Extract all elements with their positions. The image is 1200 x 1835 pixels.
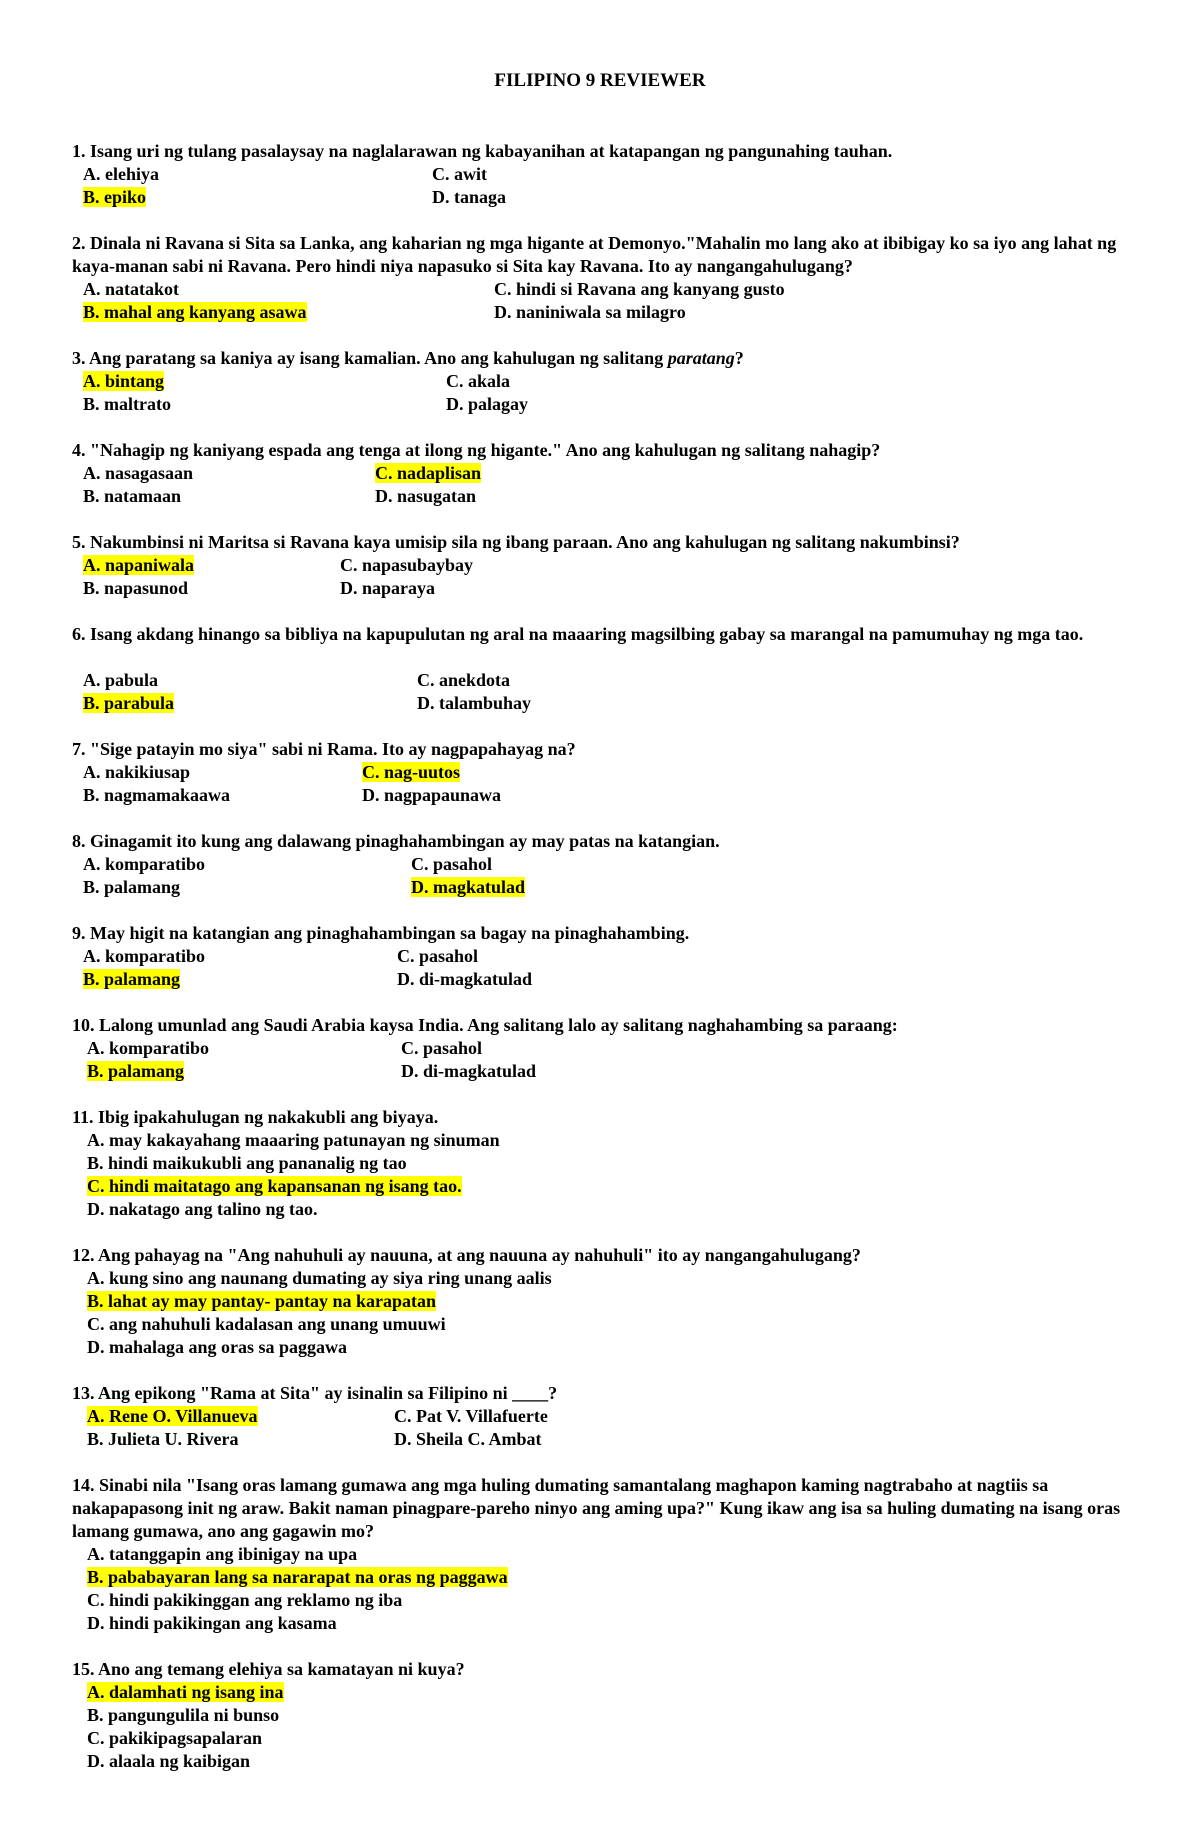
option-11a: A. may kakayahang maaaring patunayan ng sinuman: [87, 1130, 500, 1150]
option-15c: C. pakikipagsapalaran: [87, 1728, 263, 1748]
option-4d: D. nasugatan: [375, 486, 477, 506]
option-11b: B. hindi maikukubli ang pananalig ng tao: [87, 1153, 407, 1173]
option-5b: B. napasunod: [83, 578, 189, 598]
option-10a: A. komparatibo: [87, 1038, 210, 1058]
option-6b-answer: B. parabula: [83, 693, 175, 713]
option-3b: B. maltrato: [83, 394, 171, 414]
option-4b: B. natamaan: [83, 486, 182, 506]
question-13: 13. Ang epikong "Rama at Sita" ay isinalin sa Filipino ni ____?: [72, 1383, 558, 1403]
option-13b: B. Julieta U. Rivera: [87, 1429, 239, 1449]
question-7: 7. "Sige patayin mo siya" sabi ni Rama. Ito ay nagpapahayag na?: [72, 739, 576, 759]
option-8a: A. komparatibo: [83, 854, 206, 874]
option-9d: D. di-magkatulad: [397, 969, 533, 989]
question-14: 14. Sinabi nila "Isang oras lamang gumawa ang mga huling dumating samantalang maghapon kaming nagtrabaho at nagtiis sa nakapapasong init ng araw. Bakit naman pinagpare-pareho ninyo ang aming upa?" Kung ikaw ang isa sa huling dumating na isang oras lamang gumawa, ano ang gagawin mo?: [72, 1475, 1121, 1541]
option-1d: D. tanaga: [432, 187, 507, 207]
question-1: 1. Isang uri ng tulang pasalaysay na naglalarawan ng kabayanihan at katapangan ng pangunahing tauhan.: [72, 141, 893, 161]
option-10c: C. pasahol: [401, 1038, 483, 1058]
option-6a: A. pabula: [83, 670, 159, 690]
option-9a: A. komparatibo: [83, 946, 206, 966]
option-15d: D. alaala ng kaibigan: [87, 1751, 251, 1771]
question-4: 4. "Nahagip ng kaniyang espada ang tenga at ilong ng higante." Ano ang kahulugan ng salitang nahagip?: [72, 440, 881, 460]
option-12c: C. ang nahuhuli kadalasan ang unang umuuwi: [87, 1314, 446, 1334]
option-12b-answer: B. lahat ay may pantay- pantay na karapatan: [87, 1291, 437, 1311]
option-7d: D. nagpapaunawa: [362, 785, 502, 805]
option-14c: C. hindi pakikinggan ang reklamo ng iba: [87, 1590, 403, 1610]
option-5d: D. naparaya: [340, 578, 436, 598]
question-8: 8. Ginagamit ito kung ang dalawang pinaghahambingan ay may patas na katangian.: [72, 831, 720, 851]
option-6c: C. anekdota: [417, 670, 511, 690]
option-2a: A. natatakot: [83, 279, 180, 299]
option-14d: D. hindi pakikingan ang kasama: [87, 1613, 337, 1633]
option-2d: D. naniniwala sa milagro: [494, 302, 686, 322]
option-15b: B. pangungulila ni bunso: [87, 1705, 280, 1725]
question-9: 9. May higit na katangian ang pinaghahambingan sa bagay na pinaghahambing.: [72, 923, 690, 943]
question-3: 3. Ang paratang sa kaniya ay isang kamalian. Ano ang kahulugan ng salitang paratang?: [72, 348, 744, 368]
option-12d: D. mahalaga ang oras sa paggawa: [87, 1337, 348, 1357]
option-3d: D. palagay: [446, 394, 529, 414]
question-11: 11. Ibig ipakahulugan ng nakakubli ang biyaya.: [72, 1107, 439, 1127]
option-15a-answer: A. dalamhati ng isang ina: [87, 1682, 284, 1702]
option-1c: C. awit: [432, 164, 487, 184]
option-4c-answer: C. nadaplisan: [375, 463, 482, 483]
option-8c: C. pasahol: [411, 854, 493, 874]
question-5: 5. Nakumbinsi ni Maritsa si Ravana kaya umisip sila ng ibang paraan. Ano ang kahulugan ng salitang nakumbinsi?: [72, 532, 960, 552]
option-8d-answer: D. magkatulad: [411, 877, 526, 897]
option-1a: A. elehiya: [83, 164, 159, 184]
option-12a: A. kung sino ang naunang dumating ay siya ring unang aalis: [87, 1268, 552, 1288]
option-9b-answer: B. palamang: [83, 969, 181, 989]
option-13d: D. Sheila C. Ambat: [394, 1429, 542, 1449]
option-7a: A. nakikiusap: [83, 762, 191, 782]
option-14a: A. tatanggapin ang ibinigay na upa: [87, 1544, 358, 1564]
question-10: 10. Lalong umunlad ang Saudi Arabia kaysa India. Ang salitang lalo ay salitang naghahambing sa paraang:: [72, 1015, 898, 1035]
option-4a: A. nasagasaan: [83, 463, 194, 483]
option-8b: B. palamang: [83, 877, 181, 897]
question-6: 6. Isang akdang hinango sa bibliya na kapupulutan ng aral na maaaring magsilbing gabay sa marangal na pamumuhay ng mga tao.: [72, 624, 1084, 644]
option-11d: D. nakatago ang talino ng tao.: [87, 1199, 318, 1219]
option-5c: C. napasubaybay: [340, 555, 474, 575]
option-5a-answer: A. napaniwala: [83, 555, 195, 575]
option-13a-answer: A. Rene O. Villanueva: [87, 1406, 258, 1426]
option-10d: D. di-magkatulad: [401, 1061, 537, 1081]
question-15: 15. Ano ang temang elehiya sa kamatayan ni kuya?: [72, 1659, 465, 1679]
option-14b-answer: B. pababayaran lang sa nararapat na oras ng paggawa: [87, 1567, 508, 1587]
option-7b: B. nagmamakaawa: [83, 785, 231, 805]
option-11c-answer: C. hindi maitatago ang kapansanan ng isang tao.: [87, 1176, 462, 1196]
option-1b-answer: B. epiko: [83, 187, 147, 207]
question-12: 12. Ang pahayag na "Ang nahuhuli ay nauuna, at ang nauuna ay nahuhuli" ito ay nangangahulugang?: [72, 1245, 861, 1265]
option-6d: D. talambuhay: [417, 693, 532, 713]
page-title: FILIPINO 9 REVIEWER: [494, 70, 706, 91]
question-2: 2. Dinala ni Ravana si Sita sa Lanka, ang kaharian ng mga higante at Demonyo."Mahalin mo lang ako at ibibigay ko sa iyo ang lahat ng kaya-manan sabi ni Ravana. Pero hindi niya napasuko si Sita kay Ravana. Ito ay nangangahulugang?: [72, 233, 1117, 276]
option-7c-answer: C. nag-uutos: [362, 762, 461, 782]
option-9c: C. pasahol: [397, 946, 479, 966]
option-13c: C. Pat V. Villafuerte: [394, 1406, 548, 1426]
option-2b-answer: B. mahal ang kanyang asawa: [83, 302, 307, 322]
option-3c: C. akala: [446, 371, 511, 391]
option-3a-answer: A. bintang: [83, 371, 165, 391]
option-2c: C. hindi si Ravana ang kanyang gusto: [494, 279, 785, 299]
option-10b-answer: B. palamang: [87, 1061, 185, 1081]
